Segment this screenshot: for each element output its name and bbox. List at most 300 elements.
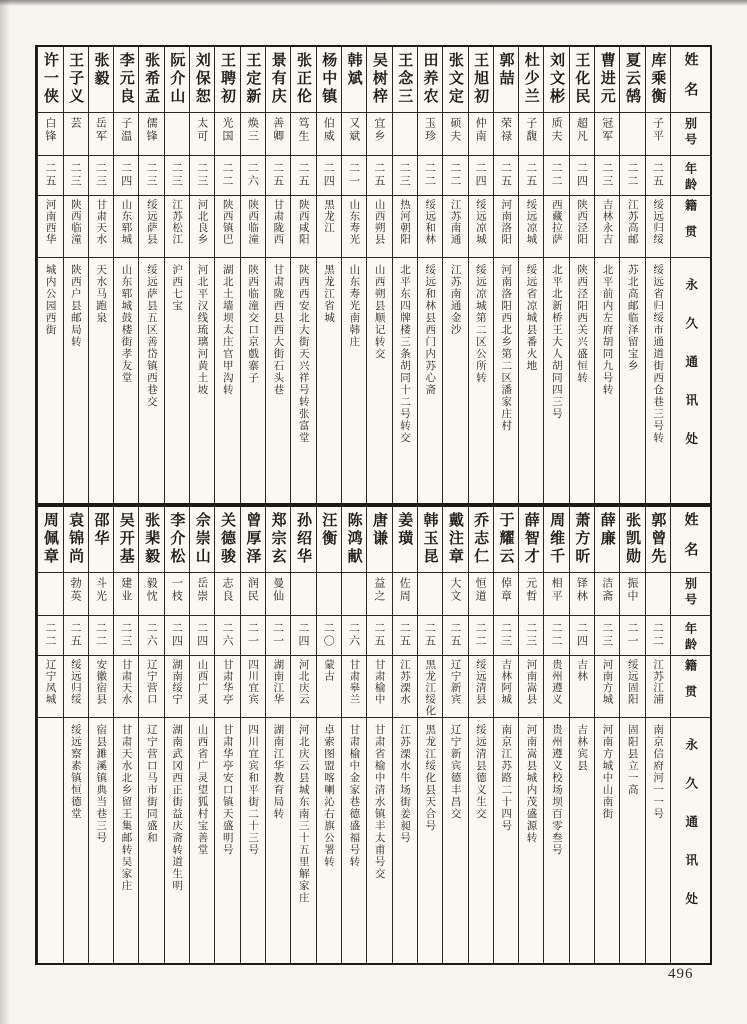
alias-cell [64,113,88,156]
name-cell-text: 乔志仁 [472,512,491,566]
address-cell [367,718,391,963]
age-cell [342,156,366,196]
age-cell-text: 二六 [145,622,159,648]
native-cell [241,196,265,258]
native-cell-text: 热河朝阳 [398,199,411,245]
address-cell-text: 湖南江华教育局转 [272,724,285,820]
header-name-label-text: 姓名 [682,512,699,572]
alias-cell [89,113,113,156]
entry-column [417,47,442,503]
address-cell-text: 南京信府河一一号 [652,724,665,820]
age-cell [367,156,391,196]
age-cell [266,156,290,196]
name-cell [64,507,88,573]
name-cell-text: 吴开基 [117,512,136,566]
alias-cell [89,573,113,616]
name-cell [64,47,88,113]
age-cell-text: 二三 [195,162,209,188]
address-cell [519,258,543,503]
age-cell [266,616,290,656]
address-cell-text: 江苏溧水牛场街姜昶号 [398,724,411,844]
native-cell-text: 绥远归绥 [69,659,82,705]
name-cell-text: 汪衡 [320,512,339,548]
native-cell [443,656,467,718]
age-cell-text: 二四 [296,622,310,648]
address-cell-text: 苏北高邮临泽留宝乡 [626,264,639,372]
age-cell-text: 二四 [195,622,209,648]
alias-cell [266,573,290,616]
age-cell [519,616,543,656]
native-cell [114,196,138,258]
native-cell [38,656,62,718]
address-cell-text: 宿县濉溪镇典当巷三号 [95,724,108,844]
age-cell-text: 二五 [651,162,665,188]
entry-column [442,47,467,503]
address-cell [317,718,341,963]
native-cell [494,656,518,718]
entry-column [392,47,417,503]
name-cell [165,47,189,113]
native-cell [342,196,366,258]
name-cell [215,507,239,573]
alias-cell [418,113,442,156]
address-cell [570,718,594,963]
entry-column [164,507,189,963]
entry-column [113,507,138,963]
age-cell-text: 二四 [575,622,589,648]
address-cell [89,258,113,503]
alias-cell-text: 佐周 [398,577,412,603]
age-cell-text: 二三 [600,622,614,648]
address-cell-text: 北平前内左府胡同九号转 [601,264,614,396]
alias-cell-text: 倬章 [499,577,513,603]
native-cell-text: 湖南江华 [272,659,285,705]
alias-cell [646,113,670,156]
alias-cell [291,113,315,156]
name-cell-text: 张凯勋 [624,512,643,566]
age-cell [519,156,543,196]
address-cell-text: 黑龙江绥化县天合号 [424,724,437,832]
entry-column [290,47,315,503]
name-cell-text: 王聘初 [219,52,238,106]
native-cell-text: 河北庆云 [297,659,310,705]
name-cell-text: 曾厚泽 [244,512,263,566]
alias-cell [241,113,265,156]
alias-cell [418,573,442,616]
alias-cell-text: 太可 [195,117,209,143]
entry-column [594,47,619,503]
name-cell [469,47,493,113]
native-cell-text: 绥远萨县 [145,199,158,245]
age-cell [570,616,594,656]
native-cell-text: 绥远凉城 [474,199,487,245]
address-cell [646,258,670,503]
address-cell [266,258,290,503]
address-cell [139,718,163,963]
native-cell [544,656,568,718]
entry-column [240,47,265,503]
age-cell-text: 二一 [271,622,285,648]
age-cell [620,156,644,196]
native-cell-text: 陕西临潼 [69,199,82,245]
age-cell [317,616,341,656]
entry-column [442,507,467,963]
address-cell [89,718,113,963]
name-cell [519,47,543,113]
native-cell-text: 黑龙江 [323,199,336,234]
address-cell [139,258,163,503]
address-cell [114,258,138,503]
name-cell-text: 张正伦 [294,52,313,106]
native-cell-text: 江苏溧水 [398,659,411,705]
address-cell [393,258,417,503]
address-cell [469,258,493,503]
name-cell-text: 张毅 [92,52,111,88]
alias-cell [595,573,619,616]
age-cell [469,616,493,656]
native-cell-text: 陕西泾阳 [576,199,589,245]
alias-cell-text: 斗光 [94,577,108,603]
alias-cell-text: 铎林 [575,577,589,603]
alias-cell-text: 焕三 [246,117,260,143]
name-cell-text: 李元良 [117,52,136,106]
native-cell-text: 绥远归绥 [652,199,665,245]
native-cell [570,196,594,258]
native-cell-text: 西藏拉萨 [550,199,563,245]
age-cell [165,156,189,196]
age-cell [89,156,113,196]
name-cell [646,507,670,573]
alias-cell-text: 宜乡 [372,117,386,143]
header-native-label [671,656,710,718]
address-cell-text: 湖南武冈西正街益庆斋转道生明 [171,724,184,892]
alias-cell-text: 儒锋 [145,117,159,143]
alias-cell-text: 子馥 [524,117,538,143]
address-cell-text: 河南方城中山南街 [601,724,614,820]
name-cell [367,47,391,113]
alias-cell-text: 超凡 [575,117,589,143]
header-native-label-text: 籍贯 [683,199,698,251]
age-cell-text: 二五 [372,162,386,188]
address-cell [64,718,88,963]
directory-table-upper [35,45,712,505]
native-cell-text: 山东郓城 [120,199,133,245]
age-cell-text: 二二 [43,622,57,648]
alias-cell-text: 荣禄 [499,117,513,143]
native-cell [266,196,290,258]
entry-column [493,47,518,503]
address-cell-text: 卓索图盟喀喇沁右旗公署转 [323,724,336,868]
age-cell [620,616,644,656]
alias-cell [114,573,138,616]
header-name-label [671,507,710,573]
name-cell [544,47,568,113]
entry-column [366,507,391,963]
name-cell-text: 李介松 [168,512,187,566]
alias-cell-text: 大文 [448,577,462,603]
age-cell [494,616,518,656]
alias-cell [570,573,594,616]
entry-column [37,47,62,503]
address-cell-text: 南京江苏路二十四号 [500,724,513,832]
age-cell-text: 二四 [322,162,336,188]
alias-cell-text: 冠军 [600,117,614,143]
address-cell-text: 北平北新桥王大人胡同四三号 [550,264,563,420]
address-cell-text: 沪西七宝 [171,264,184,312]
name-cell [367,507,391,573]
address-cell-text: 绥远省凉城县番火地 [525,264,538,372]
alias-cell-text: 勃英 [69,577,83,603]
native-cell [620,656,644,718]
age-cell-text: 二二 [550,622,564,648]
native-cell-text: 四川宜宾 [247,659,260,705]
native-cell [393,656,417,718]
address-cell [241,258,265,503]
age-cell-text: 二三 [170,162,184,188]
age-cell-text: 二五 [296,162,310,188]
age-cell [64,616,88,656]
name-cell [443,507,467,573]
name-cell-text: 阮介山 [168,52,187,106]
entry-column [290,507,315,963]
name-cell-text: 张文定 [446,52,465,106]
age-cell-text: 二二 [550,162,564,188]
age-cell-text: 二五 [43,162,57,188]
entry-column [645,507,670,963]
alias-cell-text: 子温 [119,117,133,143]
name-cell-text: 周佩章 [41,512,60,566]
entry-column [619,47,644,503]
name-cell-text: 郭喆 [497,52,516,88]
native-cell [494,196,518,258]
entry-column [113,47,138,503]
alias-cell [469,113,493,156]
native-cell [190,656,214,718]
age-cell [367,616,391,656]
age-cell-text: 二四 [474,162,488,188]
native-cell-text: 河南西华 [44,199,57,245]
age-cell [646,156,670,196]
age-cell [215,156,239,196]
alias-cell-text: 仲南 [474,117,488,143]
name-cell [139,507,163,573]
native-cell [266,656,290,718]
age-cell-text: 二四 [170,622,184,648]
address-cell [570,258,594,503]
name-cell-text: 薛廉 [598,512,617,548]
name-cell-text: 孙绍华 [294,512,313,566]
name-cell-text: 刘文彬 [548,52,567,106]
native-cell [291,196,315,258]
age-cell [190,616,214,656]
age-cell-text: 二四 [119,162,133,188]
alias-cell [519,113,543,156]
alias-cell [620,573,644,616]
native-cell [570,656,594,718]
entry-column [594,507,619,963]
entry-column [619,507,644,963]
address-cell [64,258,88,503]
address-cell-text: 陕西泾阳西关兴盛恒转 [576,264,589,384]
address-cell [215,718,239,963]
native-cell-text: 绥远清县 [474,659,487,705]
alias-cell [266,113,290,156]
native-cell-text: 江苏松江 [171,199,184,245]
native-cell-text: 甘肃天水 [120,659,133,705]
address-cell-text: 山西省广灵望狐村宝善堂 [196,724,209,856]
alias-cell [544,113,568,156]
alias-cell-text: 洁斋 [600,577,614,603]
alias-cell [215,573,239,616]
address-cell-text: 陕西临潼交口京戲寨子 [247,264,260,384]
age-cell-text: 二二 [474,622,488,648]
native-cell [139,656,163,718]
address-cell-text: 辽宁营口马市街同盛和 [145,724,158,844]
alias-cell [317,573,341,616]
entry-column [63,507,88,963]
address-cell-text: 绥远凉城第二区公所转 [474,264,487,384]
native-cell [89,656,113,718]
age-cell [291,616,315,656]
age-cell [38,156,62,196]
entry-column [265,47,290,503]
entry-column [138,507,163,963]
native-cell-text: 陕西临潼 [247,199,260,245]
name-cell-text: 王定新 [244,52,263,106]
native-cell-text: 甘肃皋兰 [348,659,361,705]
alias-cell [469,573,493,616]
name-cell [544,507,568,573]
name-cell-text: 许一侠 [41,52,60,106]
name-cell [139,47,163,113]
address-cell [114,718,138,963]
age-cell-text: 二三 [119,622,133,648]
address-cell [266,718,290,963]
native-cell [317,656,341,718]
name-cell [190,47,214,113]
alias-cell [114,113,138,156]
address-cell [165,258,189,503]
age-cell-text: 二二 [448,162,462,188]
name-cell [494,47,518,113]
alias-cell-text: 笃生 [296,117,310,143]
name-cell [595,47,619,113]
address-cell [469,718,493,963]
name-cell [393,47,417,113]
native-cell-text: 江苏江浦 [652,659,665,705]
age-cell-text: 二二 [221,162,235,188]
age-cell-text: 二一 [347,162,361,188]
entry-column [341,507,366,963]
alias-cell [443,573,467,616]
alias-cell-text: 质夫 [550,117,564,143]
native-cell [646,656,670,718]
name-cell [443,47,467,113]
native-cell [165,656,189,718]
entry-column [493,507,518,963]
address-cell [443,258,467,503]
age-cell [443,156,467,196]
age-cell [544,616,568,656]
native-cell [469,656,493,718]
age-cell [114,156,138,196]
alias-cell [367,113,391,156]
alias-cell [64,573,88,616]
name-cell [570,507,594,573]
address-cell-text: 辽宁新宾德丰昌交 [449,724,462,820]
entry-column [189,47,214,503]
header-column [670,507,710,963]
address-cell-text: 河北平汉线琉璃河黄土坡 [196,264,209,396]
alias-cell [367,573,391,616]
name-cell [519,507,543,573]
name-cell [114,47,138,113]
address-cell-text: 黑龙江省城 [323,264,336,324]
age-cell [443,616,467,656]
entry-column [88,507,113,963]
age-cell [139,156,163,196]
alias-cell [494,113,518,156]
address-cell [646,718,670,963]
age-cell-text: 二四 [575,162,589,188]
address-cell [190,718,214,963]
age-cell [241,156,265,196]
address-cell [544,258,568,503]
name-cell [342,47,366,113]
age-cell [114,616,138,656]
address-cell [291,258,315,503]
address-cell-text: 绥远察素镇恒德堂 [69,724,82,820]
native-cell [89,196,113,258]
header-address-label [671,258,710,503]
name-cell-text: 陈鸿献 [345,512,364,566]
age-cell [64,156,88,196]
address-cell [291,718,315,963]
name-cell [291,47,315,113]
age-cell [317,156,341,196]
entry-column [214,47,239,503]
alias-cell-text: 伯威 [322,117,336,143]
address-cell [165,718,189,963]
name-cell-text: 田养农 [421,52,440,106]
address-cell-text: 山西朔县顺记转交 [373,264,386,360]
alias-cell [139,113,163,156]
entry-column [518,507,543,963]
age-cell [342,616,366,656]
address-cell [620,258,644,503]
native-cell-text: 黑龙江绥化 [424,659,437,717]
name-cell [469,507,493,573]
header-alias-label [671,573,710,616]
name-cell [241,47,265,113]
address-cell-text: 甘肃榆中金家巷德盛福号转 [348,724,361,868]
age-cell-text: 二五 [271,162,285,188]
entry-column [468,507,493,963]
address-cell [393,718,417,963]
header-address-label-text: 永久通讯处 [683,278,699,471]
name-cell-text: 张棐毅 [143,512,162,566]
native-cell-text: 吉林 [576,659,589,682]
entry-column [417,507,442,963]
address-cell [595,718,619,963]
header-name-label [671,47,710,113]
name-cell-text: 吴树梓 [370,52,389,106]
native-cell-text: 吉林永吉 [601,199,614,245]
address-cell [241,718,265,963]
header-alias-label [671,113,710,156]
native-cell-text: 辽宁新宾 [449,659,462,705]
address-cell-text: 绥远省归绥市通道街西仓巷三号转 [652,264,665,444]
